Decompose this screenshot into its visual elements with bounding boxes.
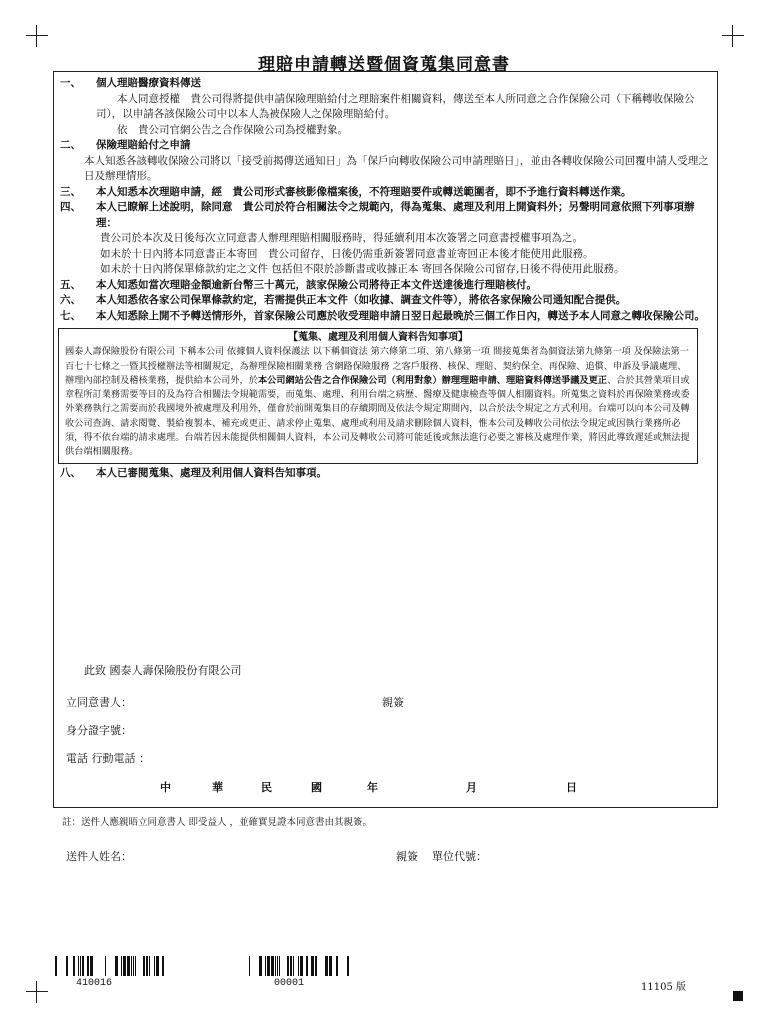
barcode-1-number: 410016 <box>76 978 113 989</box>
id-number-label: 身分證字號： <box>66 724 132 737</box>
section-4 <box>60 200 715 278</box>
form-version: 11105 版 <box>641 982 686 993</box>
section-title: 本人知悉如當次理賠金額逾新台幣三十萬元，該家保險公司將待正本文件送達後進行理賠核付。 <box>96 278 537 291</box>
date-zhong: 中 <box>160 781 171 794</box>
document-title: 理賠申請轉送暨個資蒐集同意書 <box>258 55 510 75</box>
section-paragraph: 依 貴公司官網公告之合作保險公司為授權對象。 <box>117 123 348 136</box>
closing-line: 此致 國泰人壽保險股份有限公司 <box>84 664 242 677</box>
section-paragraph: 如未於十日內將保單條款約定之文件 包括但不限於診斷書或收據正本 寄回各保險公司留存,日後不得使用此服務。 <box>100 263 625 275</box>
barcode-bar <box>73 956 75 976</box>
section-8 <box>60 466 715 482</box>
privacy-notice-bold-text: 本公司網站公告之合作保險公司（利用對象）辦理理賠申請、理賠資料傳送爭議及更正 <box>257 374 608 386</box>
section-title: 個人理賠醫療資料傳送 <box>96 77 201 89</box>
section-6 <box>60 293 715 309</box>
barcode-bar <box>90 956 93 976</box>
section-3 <box>60 185 715 201</box>
section-number: 八、 <box>60 466 81 479</box>
privacy-notice-title: 【蒐集、處理及利用個人資料告知事項】 <box>288 332 468 343</box>
section-title: 保險理賠給付之申請 <box>96 139 191 151</box>
date-day-label: 日 <box>566 781 577 794</box>
privacy-notice-body <box>65 345 691 459</box>
barcode-bar <box>287 956 289 976</box>
section-7 <box>60 309 715 325</box>
registration-mark <box>733 991 743 1001</box>
barcode-bar <box>259 956 262 976</box>
section-number: 七、 <box>60 309 81 322</box>
privacy-notice-text: 國泰人壽保險股份有限公司 下稱本公司 依據個人資料保護法 以下稱個資法 第六條第二項、第八條第一項 間接蒐集者為個資法第九條第一項 及保險法第一百七十七條之一暨其授權辦法等相關規定，為辦理保險相關業務 含網路保險服務 之客戶服務、核保、理賠、契約保全、再保險、追償、申訴及爭議處理、辦理內部控制及稽核業務，提供給本公司外，於 <box>65 346 689 386</box>
barcode-bar <box>146 956 148 976</box>
privacy-notice-text: 、合於其營業項目或章程所訂業務需要等目的及為符合相關法令規範需要，而蒐集、處理、利用台端之病歷、醫療及健康檢查等個人相關資料。所蒐集之資料於再保險業務或委外業務執行之需要而於我國境外被處理及利用外，僅會於前開蒐集目的存續期間及依法令規定期間內，以合於法令規定之方式利用。台端可以向本公司及轉收公司查詢、請求閱覽、製給複製本、補充或更正、請求停止蒐集、處理或利用及請求刪除個人資料，惟本公司及轉收公司依法令規定或因執行業務所必須，得不依台端的請求處理。台端若因未能提供相關個人資料，本公司及轉收公司將可能延後或無法進行必要之審核及處理作業，將因此導致遲延或無法提供台端相關服務。 <box>65 374 690 458</box>
barcode-bar <box>279 956 280 976</box>
sender-signature-label: 親簽 <box>396 850 418 863</box>
barcode-bar <box>277 956 278 976</box>
barcode-bar <box>135 956 136 976</box>
date-min: 民 <box>261 781 272 794</box>
barcode-bar <box>315 956 317 976</box>
barcode-bar <box>154 956 155 976</box>
barcode-bar <box>143 956 145 976</box>
barcode-bar <box>162 956 164 976</box>
section-paragraph: 貴公司於本次及日後每次立同意書人辦理理賠相關服務時，得延續利用本次簽署之同意書授權事項為之。 <box>100 232 583 244</box>
barcode-bar <box>267 956 270 976</box>
barcode-bar <box>275 956 276 976</box>
barcode-bar <box>55 956 57 976</box>
barcode-1 <box>55 956 167 976</box>
date-guo: 國 <box>311 781 322 794</box>
barcode-bar <box>311 956 314 976</box>
barcode-bar <box>329 956 332 976</box>
barcode-bar <box>149 956 150 976</box>
section-paragraph: 如未於十日內將本同意書正本寄回 貴公司留存，日後仍需重新簽署同意書並寄回正本後才能使用此服務。 <box>100 247 594 260</box>
section-paragraph: 本人同意授權 貴公司得將提供申請保險理賠給付之理賠案件相關資料，傳送至本人所同意之合作保險公司（下稱轉收保險公司），以申請各該保險公司中以本人為被保險人之保險理賠給付。 <box>96 92 695 120</box>
section-number: 三、 <box>60 185 81 198</box>
form-content <box>60 76 715 481</box>
barcode-bar <box>123 956 126 976</box>
date-month-label: 月 <box>466 781 477 794</box>
date-year-label: 年 <box>367 781 378 794</box>
barcode-bar <box>293 956 294 976</box>
barcode-bar <box>156 956 159 976</box>
date-hua: 華 <box>212 781 223 794</box>
barcode-bar <box>325 956 328 976</box>
barcode-bar <box>105 956 106 976</box>
signature-label: 親簽 <box>382 696 404 709</box>
barcode-bar <box>127 956 130 976</box>
section-title: 本人知悉本次理賠申請，經 貴公司形式審核影像檔案後，不符理賠要件或轉送範圍者，即不予進行資料轉送作業。 <box>96 185 632 198</box>
barcode-bar <box>131 956 132 976</box>
barcode-bar <box>300 956 303 976</box>
barcode-bar <box>265 956 266 976</box>
section-number: 五、 <box>60 278 81 291</box>
barcode-bar <box>336 956 338 976</box>
barcode-bar <box>271 956 274 976</box>
barcode-bar <box>80 956 81 976</box>
barcode-bar <box>115 956 118 976</box>
barcode-bar <box>87 956 89 976</box>
barcode-2-number: 00001 <box>274 978 305 989</box>
barcode-bar <box>347 956 349 976</box>
section-5 <box>60 278 715 294</box>
section-number: 二、 <box>60 139 81 151</box>
section-title: 本人知悉除上開不予轉送情形外，首家保險公司應於收受理賠申請日翌日起最晚於三個工作日內，轉送予本人同意之轉收保險公司。 <box>96 309 705 322</box>
barcode-bar <box>66 956 68 976</box>
unit-code-label: 單位代號： <box>432 850 487 863</box>
barcode-bar <box>82 956 84 976</box>
section-number: 四、 <box>60 201 81 213</box>
barcode-bar <box>78 956 79 976</box>
consenter-label: 立同意書人： <box>66 696 132 709</box>
section-title: 本人已審閱蒐集、處理及利用個人資料告知事項。 <box>96 466 327 479</box>
barcode-2 <box>238 956 350 976</box>
section-paragraph: 本人知悉各該轉收保險公司將以「接受前揭傳送通知日」為「保戶向轉收保險公司申請理賠日」，並由各轉收保險公司回覆申請人受理之日及辦理情形。 <box>84 154 709 182</box>
privacy-notice-box <box>58 328 698 464</box>
section-2 <box>60 138 715 185</box>
barcode-bar <box>290 956 292 976</box>
barcode-bar <box>298 956 299 976</box>
barcode-bar <box>121 956 122 976</box>
note-text: 註：送件人應親晤立同意書人 即受益人 ，並確實見證本同意書由其親簽。 <box>62 817 373 828</box>
phone-label: 電話 行動電話 ： <box>66 752 150 765</box>
sender-name-label: 送件人姓名： <box>66 850 132 863</box>
section-title: 本人知悉依各家公司保單條款約定，若需提供正本文件（如收據、調查文件等），將依各家保險公司通知配合提供。 <box>96 294 627 306</box>
barcode-bar <box>306 956 308 976</box>
section-1 <box>60 76 715 138</box>
section-number: 六、 <box>60 294 81 306</box>
barcode-bar <box>133 956 134 976</box>
barcode-bar <box>249 956 250 976</box>
section-number: 一、 <box>60 77 81 89</box>
section-title: 本人已瞭解上述說明，除同意 貴公司於符合相關法令之規範內，得為蒐集、處理及利用上開資料外；另聲明同意依照下列事項辦理： <box>96 201 695 229</box>
